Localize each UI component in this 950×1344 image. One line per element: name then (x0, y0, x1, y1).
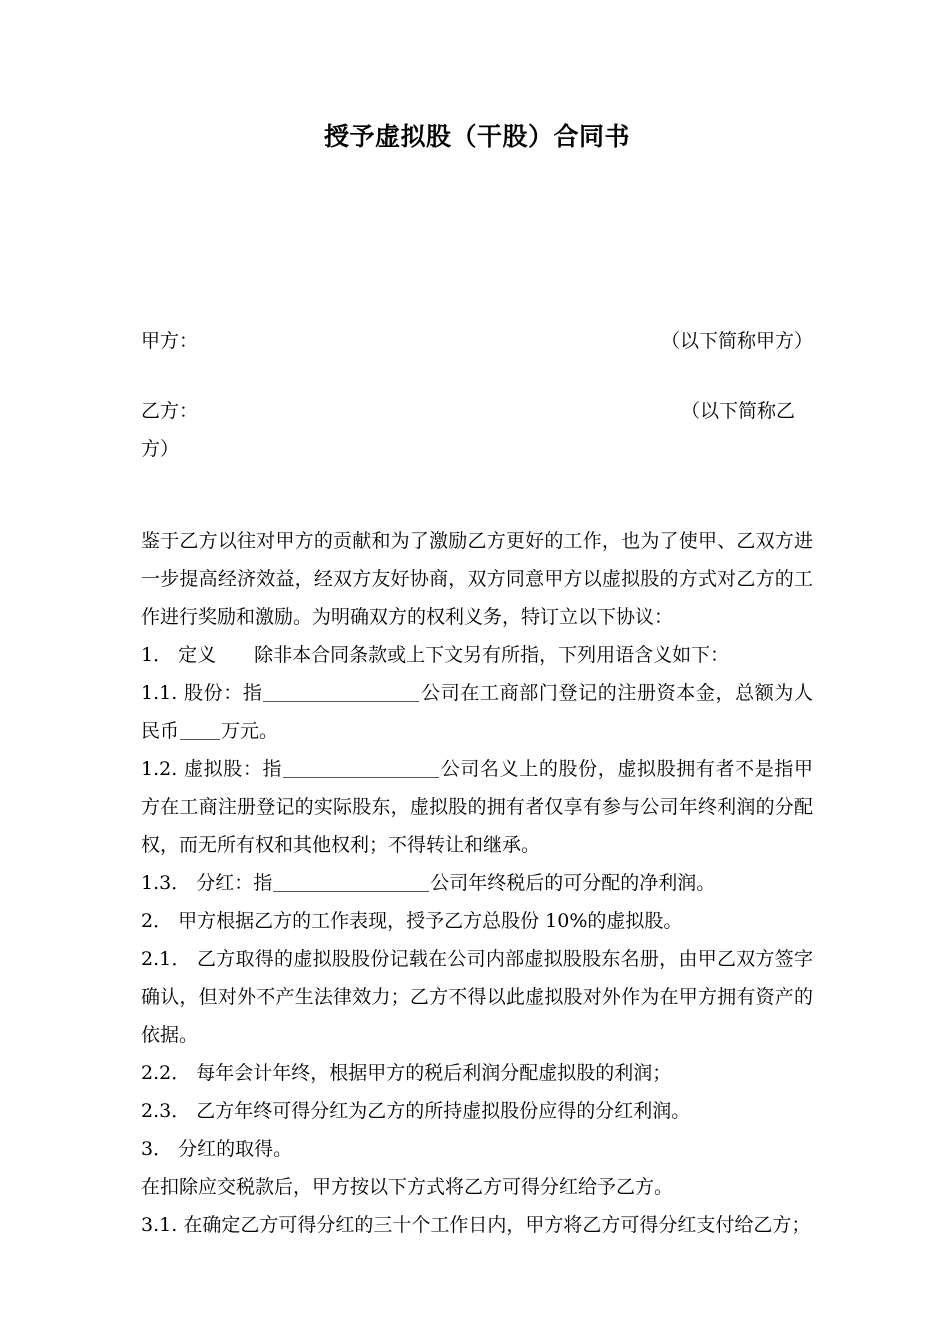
party-spacer (141, 360, 813, 392)
clause-number: 1． (141, 644, 173, 666)
clause-paragraph (141, 940, 813, 1054)
clause-number: 2． (141, 910, 173, 932)
preamble-paragraph: 鉴于乙方以往对甲方的贡献和为了激励乙方更好的工作，也为了使甲、乙双方进一步提高经济效益，经双方友好协商，双方同意甲方以虚拟股的方式对乙方的工作进行奖励和激励。为明确双方的权利义务，特订立以下协议： (141, 530, 813, 628)
clause-number: 1.3． (141, 872, 191, 894)
clause-text: 乙方取得的虚拟股股份记载在公司内部虚拟股股东名册，由甲乙双方签字确认，但对外不产生法律效力；乙方不得以此虚拟股对外作为在甲方拥有资产的依据。 (141, 948, 813, 1046)
clause-text: 乙方年终可得分红为乙方的所持虚拟股份应得的分红利润。 (196, 1100, 691, 1122)
fill-in-blank[interactable] (283, 777, 439, 778)
party-b-label: 乙方： (141, 400, 199, 422)
clause-text-after: 公司年终税后的可分配的净利润。 (430, 872, 716, 894)
parties-block (141, 322, 813, 468)
party-a-alias: （以下简称甲方） (660, 330, 813, 352)
clause-number: 1.2. (141, 758, 178, 780)
clause-text-before: 股份：指 (183, 682, 263, 704)
clause-text: 除非本合同条款或上下文另有所指，下列用语含义如下： (254, 644, 730, 666)
clause-paragraph (141, 902, 813, 940)
clause-text-before: 分红：指 (196, 872, 273, 894)
fill-in-blank[interactable] (273, 891, 429, 892)
party-b-alias: （以下简称乙 (680, 400, 795, 422)
clause-paragraph (141, 1092, 813, 1130)
party-a-label: 甲方： (141, 330, 199, 352)
clause-number: 2.1． (141, 948, 191, 970)
clause-spacer (216, 644, 254, 666)
clause-text-after: 公司名义上的股份，虚拟股拥有者不是指甲方在工商注册登记的实际股东，虚拟股的拥有者仅享有参与公司年终利润的分配权，而无所有权和其他权利；不得转让和继承。 (141, 758, 813, 856)
clause-number: 3.1. (141, 1214, 178, 1236)
clause-text-after-2: 万元。 (221, 720, 279, 742)
clause-text: 每年会计年终，根据甲方的税后利润分配虚拟股的利润； (196, 1062, 672, 1084)
clause-paragraph (141, 1130, 813, 1168)
clause-text: 分红的取得。 (178, 1138, 293, 1160)
clause-text: 甲方根据乙方的工作表现，授予乙方总股份 10%的虚拟股。 (178, 910, 683, 932)
clause-paragraph (141, 750, 813, 864)
clause-text-before: 虚拟股：指 (183, 758, 283, 780)
clause-text: 在扣除应交税款后，甲方按以下方式将乙方可得分红给予乙方。 (141, 1176, 674, 1198)
clause-heading: 定义 (178, 644, 217, 666)
clause-number: 2.2． (141, 1062, 191, 1084)
document-body (141, 522, 813, 1244)
clause-number: 1.1. (141, 682, 178, 704)
fill-in-blank[interactable] (263, 701, 419, 702)
clause-list (141, 636, 813, 1244)
clause-text-after: 公司在工商部门登记的注册资本金，总额为人民币 (141, 682, 813, 742)
page-title: 授予虚拟股（干股）合同书 (323, 122, 630, 151)
clause-paragraph (141, 636, 813, 674)
clause-paragraph (141, 864, 813, 902)
party-b-line (141, 392, 813, 430)
clause-number: 2.3． (141, 1100, 191, 1122)
party-b-alias-continuation: 方） (141, 438, 180, 460)
clause-paragraph (141, 1054, 813, 1092)
clause-paragraph (141, 674, 813, 750)
clause-paragraph (141, 1168, 813, 1206)
fill-in-blank[interactable] (180, 739, 220, 740)
clause-number: 3． (141, 1138, 173, 1160)
clause-text: 在确定乙方可得分红的三十个工作日内，甲方将乙方可得分红支付给乙方； (183, 1214, 811, 1236)
party-a-line (141, 322, 813, 360)
clause-paragraph (141, 1206, 813, 1244)
